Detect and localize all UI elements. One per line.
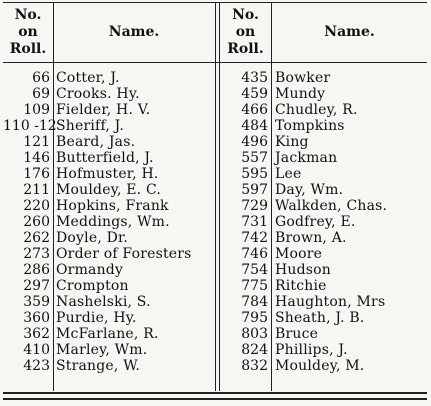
- roll-number: 803: [241, 326, 268, 342]
- column-divider: [271, 3, 272, 391]
- bottom-rule: [3, 392, 427, 394]
- member-name: Hopkins, Frank: [56, 198, 169, 214]
- roll-number: 359: [23, 294, 50, 310]
- left-number-column: [3, 70, 57, 374]
- member-name: Purdie, Hy.: [56, 310, 137, 326]
- member-name: Strange, W.: [56, 358, 141, 374]
- roll-number: 754: [241, 262, 268, 278]
- roll-number: 109: [23, 102, 50, 118]
- member-name: Fielder, H. V.: [56, 102, 151, 118]
- member-name: Ritchie: [275, 278, 327, 294]
- right-name-column: [275, 70, 427, 374]
- right-number-column: [220, 70, 268, 374]
- member-name: Nashelski, S.: [56, 294, 151, 310]
- header-text: No. on Roll.: [227, 6, 264, 57]
- roll-number: 297: [23, 278, 50, 294]
- header-name-2: [272, 4, 427, 60]
- member-name: King: [275, 134, 309, 150]
- header-text: Name.: [108, 23, 160, 40]
- roll-number: 746: [241, 246, 268, 262]
- member-name: Lee: [275, 166, 302, 182]
- left-name-column: [56, 70, 214, 374]
- roll-number: 146: [23, 150, 50, 166]
- roll-number: 795: [241, 310, 268, 326]
- roll-number: 211: [23, 182, 50, 198]
- member-name: Doyle, Dr.: [56, 230, 129, 246]
- member-name: Chudley, R.: [275, 102, 358, 118]
- member-name: Sheriff, J.: [56, 118, 125, 134]
- roll-number: 597: [241, 182, 268, 198]
- center-divider-left: [215, 3, 216, 391]
- roll-number: 824: [241, 342, 268, 358]
- member-name: Beard, Jas.: [56, 134, 136, 150]
- member-name: Crompton: [56, 278, 129, 294]
- roll-number: 459: [241, 86, 268, 102]
- member-name: Bruce: [275, 326, 319, 342]
- roll-number: 110 -12: [3, 118, 57, 134]
- member-name: Bowker: [275, 70, 331, 86]
- member-name: Walkden, Chas.: [275, 198, 388, 214]
- roll-number: 423: [23, 358, 50, 374]
- roll-number: 220: [23, 198, 50, 214]
- header-name: [54, 4, 214, 60]
- member-name: Jackman: [275, 150, 338, 166]
- member-name: Brown, A.: [275, 230, 347, 246]
- roll-number: 121: [23, 134, 50, 150]
- member-name: Cotter, J.: [56, 70, 120, 86]
- roll-number: 262: [23, 230, 50, 246]
- roll-number: 69: [32, 86, 50, 102]
- roll-number: 832: [241, 358, 268, 374]
- member-name: Butterfield, J.: [56, 150, 154, 166]
- member-name: Day, Wm.: [275, 182, 344, 198]
- roll-number: 784: [241, 294, 268, 310]
- member-name: McFarlane, R.: [56, 326, 159, 342]
- roll-number: 286: [23, 262, 50, 278]
- roll-number: 410: [23, 342, 50, 358]
- roll-number: 484: [241, 118, 268, 134]
- member-name: Order of Foresters: [56, 246, 192, 262]
- roll-number: 466: [241, 102, 268, 118]
- member-name: Sheath, J. B.: [275, 310, 365, 326]
- header-no-on-roll-2: [220, 4, 271, 60]
- roll-number: 775: [241, 278, 268, 294]
- roll-number: 260: [23, 214, 50, 230]
- roll-number: 435: [241, 70, 268, 86]
- member-name: Mouldey, E. C.: [56, 182, 162, 198]
- column-divider: [53, 3, 54, 391]
- member-name: Mundy: [275, 86, 326, 102]
- roll-number: 360: [23, 310, 50, 326]
- member-name: Moore: [275, 246, 323, 262]
- member-name: Godfrey, E.: [275, 214, 356, 230]
- bottom-rule-double: [3, 398, 427, 400]
- roll-number: 496: [241, 134, 268, 150]
- roll-number: 362: [23, 326, 50, 342]
- member-name: Crooks. Hy.: [56, 86, 140, 102]
- member-name: Hudson: [275, 262, 332, 278]
- member-name: Tompkins: [275, 118, 345, 134]
- header-no-on-roll: [3, 4, 53, 60]
- header-text: No. on Roll.: [9, 6, 47, 57]
- member-name: Hofmuster, H.: [56, 166, 159, 182]
- roll-number: 66: [32, 70, 50, 86]
- roll-number: 176: [23, 166, 50, 182]
- roll-number: 729: [241, 198, 268, 214]
- member-name: Ormandy: [56, 262, 124, 278]
- member-name: Phillips, J.: [275, 342, 348, 358]
- roll-number: 731: [241, 214, 268, 230]
- member-name: Marley, Wm.: [56, 342, 148, 358]
- roll-number: 595: [241, 166, 268, 182]
- roll-number: 742: [241, 230, 268, 246]
- roll-number: 273: [23, 246, 50, 262]
- header-text: Name.: [324, 23, 375, 40]
- roll-number: 557: [241, 150, 268, 166]
- member-name: Meddings, Wm.: [56, 214, 170, 230]
- member-name: Mouldey, M.: [275, 358, 365, 374]
- member-name: Haughton, Mrs: [275, 294, 386, 310]
